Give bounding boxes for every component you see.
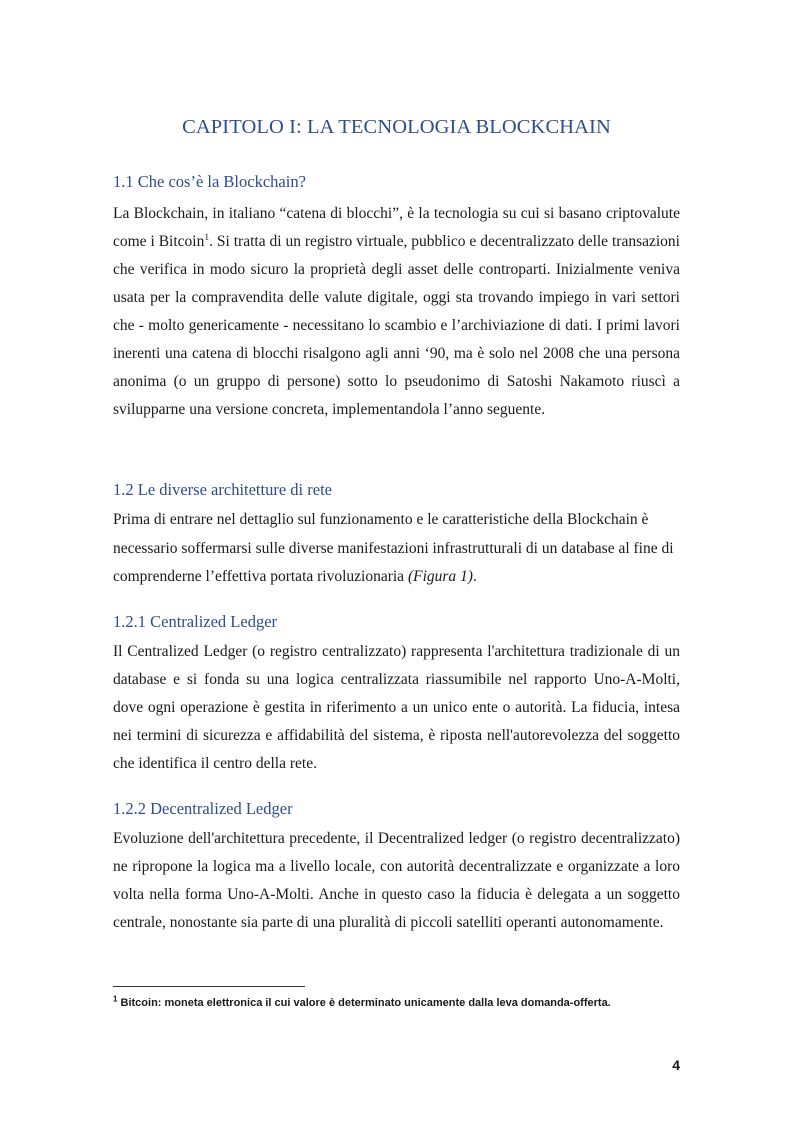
- footnote-number: 1: [113, 994, 118, 1004]
- section-heading-1-2: 1.2 Le diverse architetture di rete: [113, 480, 332, 499]
- paragraph-text-continued: . Si tratta di un registro virtuale, pubblico e decentralizzato delle transazioni che verifica in modo sicuro la proprietà degli asset delle controparti. Inizialmente veniva usata per la compravendita delle valute digitale, oggi sta trovando impiego in vari settori che - molto genericamente - necessitano lo scambio e l’archiviazione di dati. I primi lavori inerenti una catena di blocchi risalgono agli anni ‘90, ma è solo nel 2008 che una persona anonima (o un gruppo di persone) sotto lo pseudonimo di Satoshi Nakamoto riuscì a svilupparne una versione concreta, implementandola l’anno seguente.: [113, 233, 680, 418]
- page-number: 4: [672, 1057, 680, 1073]
- paragraph-text: La Blockchain, in italiano “catena di blocchi”, è la tecnologia su cui si basano criptovalute come i Bitcoin: [113, 205, 680, 250]
- section-heading-1-2-2: 1.2.2 Decentralized Ledger: [113, 799, 293, 818]
- section-1-2-1-paragraph: Il Centralized Ledger (o registro centralizzato) rappresenta l'architettura tradizionale di un database e si fonda su una logica centralizzata riassumibile nel rapporto Uno-A-Molti, dove ogni operazione è gestita in riferimento a un unico ente o autorità. La fiducia, intesa nei termini di sicurezza e affidabilità del sistema, è riposta nell'autorevolezza del soggetto che identifica il centro della rete.: [113, 643, 680, 772]
- footnote-reference: 1: [204, 232, 210, 243]
- document-page: [113, 0, 680, 1123]
- section-1-2: [113, 480, 680, 592]
- section-1-1: [113, 172, 680, 424]
- section-heading-1-1: 1.1 Che cos’è la Blockchain?: [113, 172, 306, 191]
- paragraph-text: Prima di entrare nel dettaglio sul funzionamento e le caratteristiche della Blockchain è necessario soffermarsi sulle diverse manifestazioni infrastrutturali di un database al fine di comprenderne l’effettiva portata rivoluzionaria: [113, 511, 674, 585]
- chapter-title: CAPITOLO I: LA TECNOLOGIA BLOCKCHAIN: [182, 116, 611, 138]
- section-heading-1-2-1: 1.2.1 Centralized Ledger: [113, 612, 278, 631]
- footnote-text: Bitcoin: moneta elettronica il cui valore è determinato unicamente dalla leva domanda-offerta.: [117, 997, 611, 1009]
- section-1-2-1: [113, 612, 680, 778]
- footnote-separator: [113, 986, 305, 987]
- section-1-2-2: [113, 799, 680, 937]
- footnote: [113, 995, 680, 1011]
- section-1-2-paragraph: [113, 506, 680, 592]
- section-1-2-2-paragraph: Evoluzione dell'architettura precedente, il Decentralized ledger (o registro decentralizzato) ne ripropone la logica ma a livello locale, con autorità decentralizzate e organizzate a loro volta nella forma Uno-A-Molti. Anche in questo caso la fiducia è delegata a un soggetto centrale, nonostante sia parte di una pluralità di piccoli satelliti operanti autonomamente.: [113, 830, 680, 931]
- section-1-1-paragraph: [113, 200, 680, 424]
- paragraph-text-end: .: [472, 568, 477, 585]
- figure-reference: (Figura 1): [407, 568, 473, 585]
